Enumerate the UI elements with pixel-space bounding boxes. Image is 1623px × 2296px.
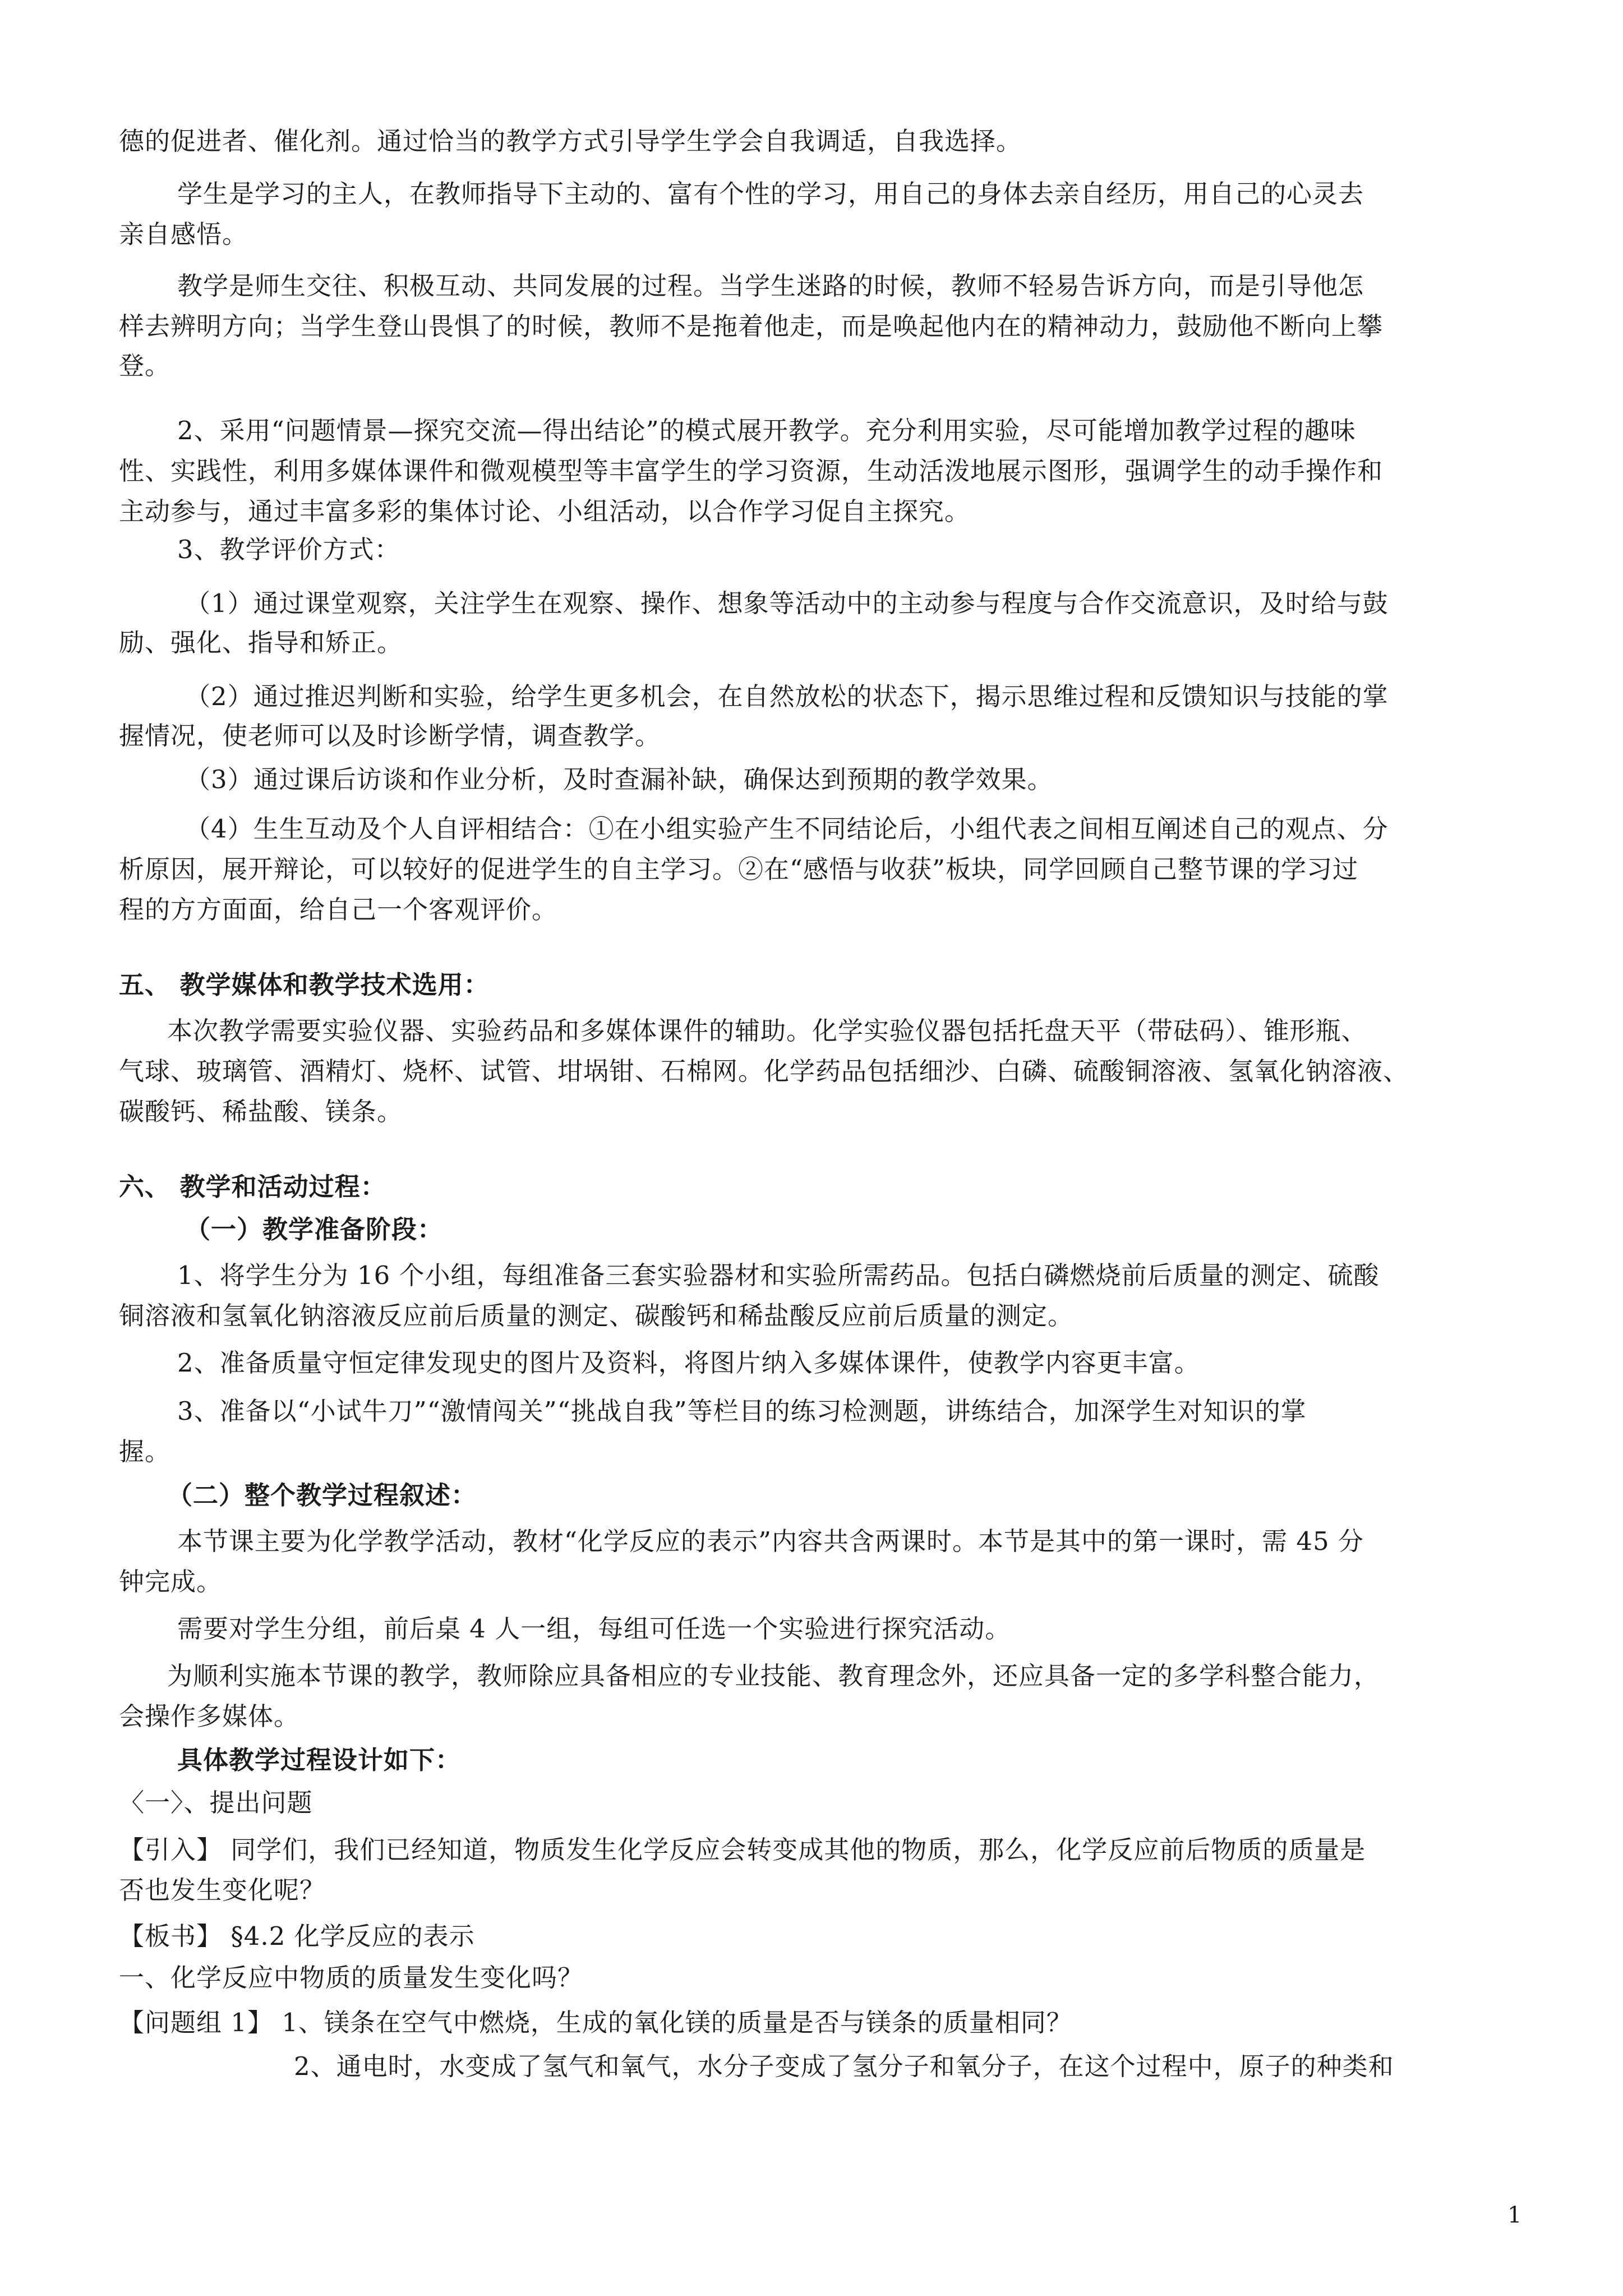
page-number: 1 bbox=[1507, 2202, 1522, 2228]
text-line: 性、实践性，利用多媒体课件和微观模型等丰富学生的学习资源，生动活泼地展示图形，强调学生的动手操作和 bbox=[119, 456, 1384, 486]
text-line: 握。 bbox=[119, 1437, 171, 1466]
text-line: 会操作多媒体。 bbox=[119, 1701, 300, 1731]
text-line: 气球、玻璃管、酒精灯、烧杯、试管、坩埚钳、石棉网。化学药品包括细沙、白磷、硫酸铜溶液、氢氧化钠溶液、 bbox=[119, 1056, 1409, 1086]
subsection-heading: 具体教学过程设计如下： bbox=[177, 1745, 462, 1775]
text-line: 程的方方面面，给自己一个客观评价。 bbox=[119, 895, 558, 924]
text-line: 登。 bbox=[119, 351, 171, 380]
section-heading: 六、 教学和活动过程： bbox=[119, 1172, 386, 1202]
text-line: 析原因，展开辩论，可以较好的促进学生的自主学习。②在“感悟与收获”板块，同学回顾自己整节课的学习过 bbox=[119, 854, 1359, 884]
text-line: 1、将学生分为 16 个小组，每组准备三套实验器材和实验所需药品。包括白磷燃烧前后质量的测定、硫酸 bbox=[177, 1260, 1380, 1290]
text-line: 为顺利实施本节课的教学，教师除应具备相应的专业技能、教育理念外，还应具备一定的多学科整合能力， bbox=[167, 1661, 1380, 1691]
text-line: 一、化学反应中物质的质量发生变化吗？ bbox=[119, 1963, 584, 1993]
text-line: （3）通过课后访谈和作业分析，及时查漏补缺，确保达到预期的教学效果。 bbox=[185, 765, 1053, 794]
text-line: 励、强化、指导和矫正。 bbox=[119, 628, 403, 657]
subsection-heading: （一）教学准备阶段： bbox=[185, 1214, 444, 1244]
text-line: 碳酸钙、稀盐酸、镁条。 bbox=[119, 1097, 403, 1126]
text-line: 铜溶液和氢氧化钠溶液反应前后质量的测定、碳酸钙和稀盐酸反应前后质量的测定。 bbox=[119, 1301, 1074, 1331]
text-line: 样去辨明方向；当学生登山畏惧了的时候，教师不是拖着他走，而是唤起他内在的精神动力，鼓励他不断向上攀 bbox=[119, 311, 1384, 341]
subsection-heading: （二）整个教学过程叙述： bbox=[167, 1480, 477, 1510]
text-line: （2）通过推迟判断和实验，给学生更多机会，在自然放松的状态下，揭示思维过程和反馈知识与技能的掌 bbox=[185, 682, 1389, 711]
text-line: （4）生生互动及个人自评相结合：①在小组实验产生不同结论后，小组代表之间相互阐述自己的观点、分 bbox=[185, 814, 1389, 844]
text-line: 德的促进者、催化剂。通过恰当的教学方式引导学生学会自我调适，自我选择。 bbox=[119, 126, 1022, 156]
text-line: 教学是师生交往、积极互动、共同发展的过程。当学生迷路的时候，教师不轻易告诉方向，而是引导他怎 bbox=[177, 271, 1364, 301]
text-line: 否也发生变化呢？ bbox=[119, 1875, 326, 1905]
text-line: 2、准备质量守恒定律发现史的图片及资料，将图片纳入多媒体课件，使教学内容更丰富。 bbox=[177, 1348, 1200, 1378]
text-line: （1）通过课堂观察，关注学生在观察、操作、想象等活动中的主动参与程度与合作交流意识，及时给与鼓 bbox=[185, 588, 1389, 618]
text-line: 学生是学习的主人，在教师指导下主动的、富有个性的学习，用自己的身体去亲自经历，用自己的心灵去 bbox=[177, 179, 1364, 209]
section-heading: 五、 教学媒体和教学技术选用： bbox=[119, 970, 490, 1000]
text-line: 主动参与，通过丰富多彩的集体讨论、小组活动，以合作学习促自主探究。 bbox=[119, 496, 971, 526]
text-line: 本节课主要为化学教学活动，教材“化学反应的表示”内容共含两课时。本节是其中的第一课时，需 45 分 bbox=[177, 1526, 1364, 1556]
text-line: 3、准备以“小试牛刀”“激情闯关”“挑战自我”等栏目的练习检测题，讲练结合，加深学生对知识的掌 bbox=[177, 1396, 1307, 1426]
text-line: 本次教学需要实验仪器、实验药品和多媒体课件的辅助。化学实验仪器包括托盘天平（带砝码）、锥形瓶、 bbox=[167, 1016, 1367, 1046]
text-line: 【板书】 §4.2 化学反应的表示 bbox=[119, 1921, 475, 1951]
text-line: 〈一〉、提出问题 bbox=[119, 1788, 313, 1818]
text-line: 钟完成。 bbox=[119, 1567, 223, 1596]
text-line: 2、通电时，水变成了氢气和氧气，水分子变成了氢分子和氧分子，在这个过程中，原子的种类和 bbox=[294, 2051, 1394, 2081]
text-line: 需要对学生分组，前后桌 4 人一组，每组可任选一个实验进行探究活动。 bbox=[177, 1614, 1011, 1644]
text-line: 亲自感悟。 bbox=[119, 219, 248, 249]
text-line: 【问题组 1】 1、镁条在空气中燃烧，生成的氧化镁的质量是否与镁条的质量相同？ bbox=[119, 2008, 1072, 2037]
text-line: 2、采用“问题情景—探究交流—得出结论”的模式展开教学。充分利用实验，尽可能增加教学过程的趣味 bbox=[177, 416, 1356, 445]
text-line: 握情况，使老师可以及时诊断学情，调查教学。 bbox=[119, 721, 661, 751]
text-line: 【引入】 同学们，我们已经知道，物质发生化学反应会转变成其他的物质，那么，化学反应前后物质的质量是 bbox=[119, 1835, 1366, 1865]
text-line: 3、教学评价方式： bbox=[177, 535, 400, 564]
